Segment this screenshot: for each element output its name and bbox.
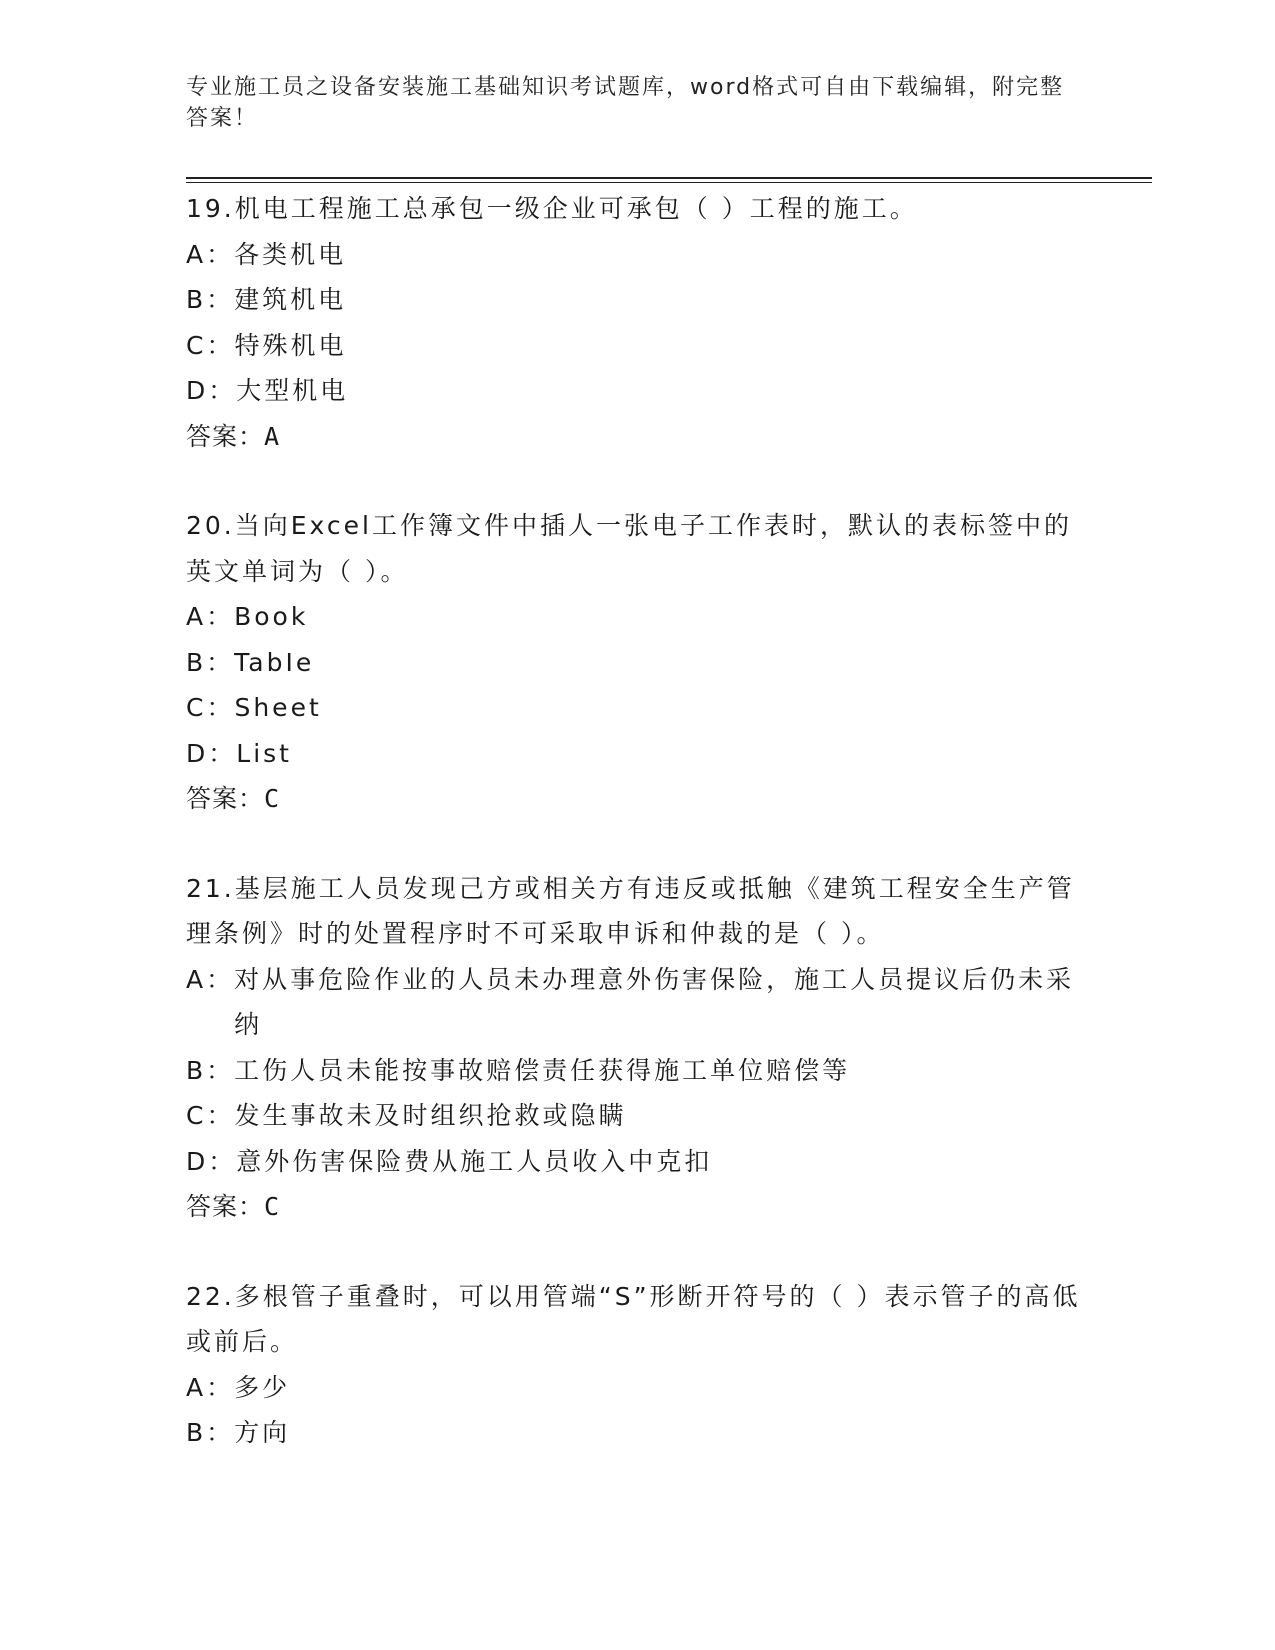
option-letter: A： xyxy=(186,602,235,631)
option-letter: C： xyxy=(186,693,235,722)
option-text: Book xyxy=(234,602,309,631)
option-text: 工伤人员未能按事故赔偿责任获得施工单位赔偿等 xyxy=(234,1055,851,1085)
option-text: 各类机电 xyxy=(234,239,347,269)
option-b xyxy=(186,640,1086,686)
answer-value: C xyxy=(264,1192,281,1221)
option-text: 意外伤害保险费从施工人员收入中克扣 xyxy=(236,1146,713,1176)
option-text: 多少 xyxy=(234,1372,291,1402)
answer-line xyxy=(186,776,1086,822)
question-stem: 22.多根管子重叠时，可以用管端“S”形断开符号的（ ）表示管子的高低或前后。 xyxy=(186,1281,1081,1356)
option-letter: B： xyxy=(186,1055,235,1085)
option-c xyxy=(186,1093,1086,1139)
option-text: 发生事故未及时组织抢救或隐瞒 xyxy=(234,1101,627,1130)
question-stem: 20.当向Excel工作簿文件中插人一张电子工作表时，默认的表标签中的英文单词为（ ）。 xyxy=(186,511,1072,586)
option-b xyxy=(186,1048,1086,1094)
option-a xyxy=(186,594,1086,640)
answer-label: 答案： xyxy=(186,1192,265,1221)
option-letter: C： xyxy=(186,330,235,360)
answer-value: A xyxy=(264,421,281,451)
option-letter: B： xyxy=(186,285,235,314)
answer-line xyxy=(186,414,1086,460)
option-a xyxy=(186,957,1086,1048)
option-c xyxy=(186,323,1086,369)
question-20 xyxy=(186,503,1086,822)
option-text: 大型机电 xyxy=(236,376,349,405)
option-letter: B： xyxy=(186,647,235,677)
option-text: 对从事危险作业的人员未办理意外伤害保险，施工人员提议后仍未采纳 xyxy=(234,964,1075,1039)
option-text: 特殊机电 xyxy=(234,330,347,360)
answer-label: 答案： xyxy=(186,784,265,813)
question-22 xyxy=(186,1274,1086,1456)
option-d xyxy=(186,731,1086,777)
answer-line xyxy=(186,1184,1086,1230)
answer-value: C xyxy=(264,784,281,813)
option-d xyxy=(186,1139,1086,1185)
question-list xyxy=(186,186,1086,1500)
answer-label: 答案： xyxy=(186,421,265,451)
question-21 xyxy=(186,866,1086,1230)
option-letter: D： xyxy=(186,376,237,405)
question-19 xyxy=(186,186,1086,459)
option-text: List xyxy=(236,738,292,768)
option-letter: A： xyxy=(186,1372,235,1402)
option-letter: C： xyxy=(186,1101,235,1130)
option-b xyxy=(186,1410,1086,1456)
option-b xyxy=(186,277,1086,323)
document-header: 专业施工员之设备安装施工基础知识考试题库，word格式可自由下载编辑，附完整答案！ xyxy=(186,75,1065,131)
option-c xyxy=(186,685,1086,731)
option-text: 方向 xyxy=(234,1418,291,1447)
header-divider-thick xyxy=(186,177,1152,179)
option-letter: A： xyxy=(186,964,235,994)
question-stem: 21.基层施工人员发现己方或相关方有违反或抵触《建筑工程安全生产管理条例》时的处置程序时不可采取申诉和仲裁的是（ ）。 xyxy=(186,873,1075,948)
option-d xyxy=(186,368,1086,414)
option-a xyxy=(186,232,1086,278)
option-text: TabIe xyxy=(234,647,315,677)
option-a xyxy=(186,1365,1086,1411)
option-letter: B： xyxy=(186,1418,235,1447)
header-divider-thin xyxy=(186,182,1152,183)
option-text: 建筑机电 xyxy=(234,285,347,314)
option-letter: A： xyxy=(186,239,235,269)
option-text: Sheet xyxy=(234,693,322,722)
option-letter: D： xyxy=(186,1146,237,1176)
option-letter: D： xyxy=(186,738,237,768)
question-stem: 19.机电工程施工总承包一级企业可承包（ ）工程的施工。 xyxy=(186,194,918,223)
